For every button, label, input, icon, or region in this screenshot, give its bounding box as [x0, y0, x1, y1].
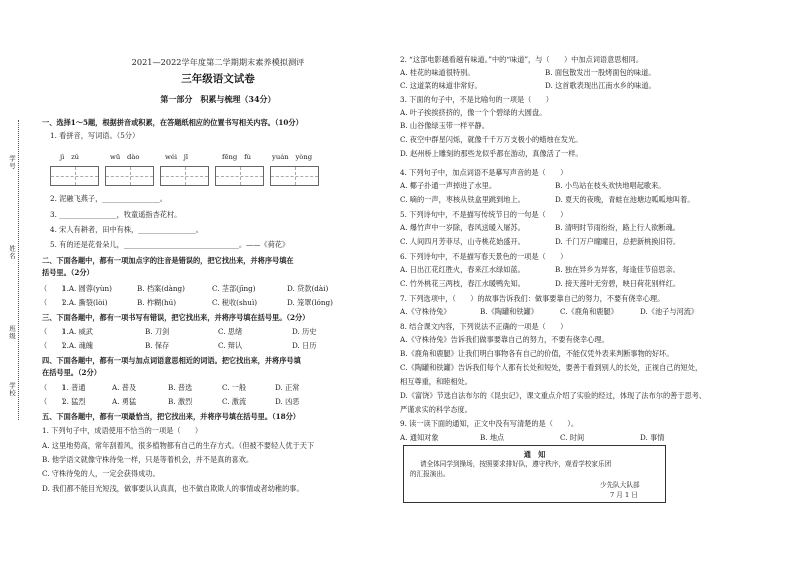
r-q6-opt-a: A. 日出江花红胜火，春来江水绿如蓝。 [400, 265, 525, 274]
r-q5-opt-b: B. 清明时节雨纷纷，路上行人欲断魂。 [555, 223, 680, 232]
s5-q1-opt-b: B. 他学语文就像守株待兔一样，只是等着机会，并不是真的喜欢。 [42, 455, 254, 464]
r-q8-opt-c-cont: 相互尊重，和睦相处。 [400, 377, 472, 386]
r-q3-opt-d: D. 赵州桥上雕刻的那些龙似乎都在游动，真像活了一样。 [400, 149, 583, 158]
writing-box-4[interactable] [215, 166, 264, 186]
r-q8-opt-c: C.《陶罐和铁罐》告诉我们每个人都有长处和短处，要善于看到别人的长处，正视自己的短处， [400, 363, 703, 372]
s5-question-1: 1. 下列句子中，成语使用不恰当的一项是（ ） [42, 426, 203, 435]
r-q7-opt-d: D.《池子与河流》 [640, 307, 699, 316]
section-1-heading: 一、选择1～5题，根据拼音或积累，在答题纸相应的位置书写相关内容。（10分） [42, 118, 303, 127]
s5-q1-opt-a: A. 这里地势高，常年刮着风，很多植物都有自己的生存方式。（但被不要轻人优于天下 [42, 441, 315, 450]
s2-r1-opt-c: C. 茎部(jīng) [212, 284, 256, 293]
s4-r1-answer-paren[interactable]: （ ） [40, 383, 69, 392]
pinyin-5: yuán yòng [272, 153, 313, 161]
pinyin-3: wéi jī [165, 153, 189, 161]
s3-r1-opt-c: C. 思绪 [218, 327, 243, 336]
writing-box-5[interactable] [270, 166, 319, 186]
s4-r2-opt-d: D. 凶恶 [275, 397, 300, 406]
margin-label-student-number: 学号 [8, 155, 16, 170]
s4-r1-opt-b: B. 普选 [168, 383, 193, 392]
r-q5-opt-c: C. 人间四月芳菲尽，山寺桃花始盛开。 [400, 237, 525, 246]
s3-r1-opt-b: B. 刀剑 [145, 327, 170, 336]
s4-r2-opt-c: C. 激流 [222, 397, 247, 406]
r-q2-opt-a: A. 桂花的味道很特别。 [400, 68, 475, 77]
r-q9-opt-a: A. 通知对象 [400, 433, 439, 442]
margin-label-name: 姓名 [8, 245, 16, 260]
r-question-8: 8. 结合课文内容，下列说法不正确的一项是（ ） [400, 322, 568, 331]
r-q3-opt-c: C. 夜空中群星闪烁，就像千千万万支极小的蜡烛在发光。 [400, 135, 583, 144]
section-2-heading-tail: 括号里。（2分） [42, 268, 94, 277]
r-question-5: 5. 下列诗句中，不是描写传统节日的一句是（ ） [400, 210, 568, 219]
binding-margin [0, 120, 42, 420]
s4-r1-opt-a: A. 普及 [112, 383, 137, 392]
s3-r2-opt-b: B. 保存 [145, 341, 170, 350]
s2-r2-opt-b: B. 柞糊(hú) [137, 298, 177, 307]
writing-grid [50, 166, 380, 186]
notice-body-line-2: 的汇报演出。 [410, 470, 450, 478]
r-q5-opt-d: D. 千门万户曈曈日，总把新桃换旧符。 [555, 237, 681, 246]
margin-label-class: 班级 [8, 325, 16, 340]
notice-title: 通 知 [523, 450, 546, 459]
notice-body-line-1: 请全体同学到操场，按照要求排好队，遵守秩序，观看学校家乐团 [420, 460, 612, 468]
r-q6-opt-b: B. 独在异乡为异客，每逢佳节倍思亲。 [555, 265, 680, 274]
s4-r2-opt-a: A. 勇猛 [112, 397, 137, 406]
r-q8-opt-d-cont: 严谨求实的科学态度。 [400, 405, 472, 414]
question-3: 3. ________________，牧童遥指杏花村。 [50, 210, 182, 219]
r-q7-opt-c: C.《鹿角和鹿腿》 [560, 307, 618, 316]
r-q2-opt-d: D. 这首歌表现出江南水乡的味道。 [545, 81, 656, 90]
exam-subtitle: 三年级语文试卷 [181, 73, 255, 85]
r-q9-opt-d: D. 事情 [640, 433, 665, 442]
exam-title: 2021—2022学年度第二学期期末素养模拟测评 [131, 57, 305, 67]
section-3-heading: 三、下面各题中，都有一项书写有错误，把它找出来，并将序号填在括号里。（2分） [42, 313, 310, 322]
s2-r1-opt-b: B. 档案(dàng) [137, 284, 185, 293]
r-question-7: 7. 下列选项中，（ ）的故事告诉我们：做事要靠自己的努力，不要有侥幸心理。 [400, 294, 665, 303]
s3-r1-opt-a: 1.A. 威武 [62, 327, 93, 336]
s3-r2-opt-c: C. 辩认 [218, 341, 243, 350]
question-5: 5. 有的还是花骨朵儿，________________________________。——《荷花》 [50, 240, 290, 249]
r-q3-opt-a: A. 叶子挨挨挤挤的，像一个个碧绿的大圆盘。 [400, 108, 547, 117]
s4-r2-word: 2. 猛烈 [62, 397, 86, 406]
pinyin-4: fēng fù [222, 153, 251, 161]
r-q2-opt-c: C. 这道菜的味道非常好。 [400, 81, 482, 90]
writing-box-1[interactable] [50, 166, 99, 186]
writing-box-3[interactable] [160, 166, 209, 186]
r-q9-opt-c: C. 时间 [560, 433, 585, 442]
s5-q1-opt-c: C. 守株待兔的人，一定会获得成功。 [42, 469, 160, 478]
s3-r2-opt-d: D. 日历 [292, 341, 317, 350]
r-q8-opt-d: D.《富饶》节选自法布尔的《昆虫记》，课文重点介绍了实验的经过，体现了法布尔的善于思考、 [400, 391, 707, 400]
s3-r2-opt-a: 2.A. 魂魄 [62, 341, 93, 350]
s2-r2-answer-paren[interactable]: （ ） [40, 298, 69, 307]
pinyin-1: jì zǔ [60, 153, 80, 161]
r-q4-opt-a: A. 椰子扑通一声掉进了水里。 [400, 181, 497, 190]
section-5-heading: 五、下面各题中，都有一项最恰当，把它找出来，并将序号填在括号里。（18分） [42, 412, 300, 421]
s2-r2-opt-c: C. 税收(shuì) [212, 298, 258, 307]
margin-label-school: 学校 [8, 382, 16, 397]
s2-r2-opt-a: 2.A. 撕裂(lòi) [62, 298, 108, 307]
notice-signature: 少先队大队部 [600, 481, 640, 489]
section-2-heading: 二、下面各题中，都有一项加点字的注音是错误的，把它找出来，并将序号填在 [42, 256, 294, 265]
s4-r1-opt-c: C. 一般 [222, 383, 247, 392]
section-4-heading-tail: 在括号里。（2分） [42, 368, 101, 377]
r-question-6: 6. 下列诗句中，不是描写春天景色的一项是（ ） [400, 252, 568, 261]
s5-q1-opt-d: D. 我们都不能目光短浅，做事要认认真真，也不做自欺欺人的事情或者幼稚的事。 [42, 484, 304, 493]
question-4: 4. 宋人有耕者，田中有株，________________。 [50, 225, 203, 234]
r-q7-opt-b: B.《陶罐和铁罐》 [480, 307, 538, 316]
s4-r1-opt-d: D. 正常 [275, 383, 300, 392]
r-q9-opt-b: B. 地点 [480, 433, 505, 442]
section-4-heading: 四、下面各题中，都有一项与加点词语意思相近的词语。把它找出来，并将序号填 [42, 356, 301, 365]
s2-r1-opt-d: D. 贷款(dài) [287, 284, 329, 293]
s3-r2-answer-paren[interactable]: （ ） [40, 341, 69, 350]
question-1: 1. 看拼音，写词语。（5分） [50, 131, 140, 140]
r-q6-opt-c: C. 竹外桃花三两枝，春江水暖鸭先知。 [400, 279, 525, 288]
r-question-3: 3. 下面的句子中，不是比喻句的一项是（ ） [400, 95, 553, 104]
s2-r2-opt-d: D. 笼罩(lóng) [287, 298, 333, 307]
notice-date: 7 月 1 日 [610, 491, 638, 499]
r-q4-opt-c: C. 嘀的一声，枣核从铁盒里跳到地上。 [400, 195, 525, 204]
r-q4-opt-b: B. 小鸟站在枝头欢快地唱起歌来。 [555, 181, 666, 190]
s3-r1-answer-paren[interactable]: （ ） [40, 327, 69, 336]
pinyin-2: wū dào [110, 153, 140, 161]
writing-box-2[interactable] [105, 166, 154, 186]
notice-box [403, 445, 666, 503]
s3-r1-opt-d: D. 历史 [292, 327, 317, 336]
question-2: 2. 泥融飞燕子，________________。 [50, 194, 167, 203]
s4-r2-answer-paren[interactable]: （ ） [40, 397, 69, 406]
s2-r1-opt-a: 1.A. 圆蓉(yùn) [62, 284, 112, 293]
s4-r2-opt-b: B. 激烈 [168, 397, 193, 406]
part-one-heading: 第一部分 积累与梳理（34分） [160, 94, 276, 104]
binding-line [18, 120, 19, 420]
r-q6-opt-d: D. 接天莲叶无穷碧，映日荷花别样红。 [555, 279, 681, 288]
r-q5-opt-a: A. 爆竹声中一岁除，春风送暖入屠苏。 [400, 223, 525, 232]
r-q7-opt-a: A.《守株待兔》 [400, 307, 451, 316]
r-question-9: 9. 读一读下面的通知，正文中没有写清楚的是（ ）。 [400, 419, 579, 428]
r-question-4: 4. 下列句子中，加点词语不是摹写声音的是（ ） [400, 168, 568, 177]
s4-r1-word: 1. 普通 [62, 383, 86, 392]
r-q8-opt-b: B.《鹿角和鹿腿》让我们明白事物各有自己的价值，不能仅凭外表来判断事物的好坏。 [400, 349, 674, 358]
r-q4-opt-d: D. 夏天的夜晚，青蛙在池塘边呱呱地叫着。 [555, 195, 695, 204]
r-q2-opt-b: B. 面包散发出一股烤面包的味道。 [545, 68, 656, 77]
r-q3-opt-b: B. 山谷像绿玉带一样平静。 [400, 121, 489, 130]
r-q8-opt-a: A.《守株待兔》告诉我们做事要靠自己的努力，不要有侥幸心理。 [400, 335, 609, 344]
s2-r1-answer-paren[interactable]: （ ） [40, 284, 69, 293]
r-question-2: 2. “这部电影越看越有味道。”中的“味道”，与（ ）中加点词语意思相同。 [400, 55, 644, 64]
